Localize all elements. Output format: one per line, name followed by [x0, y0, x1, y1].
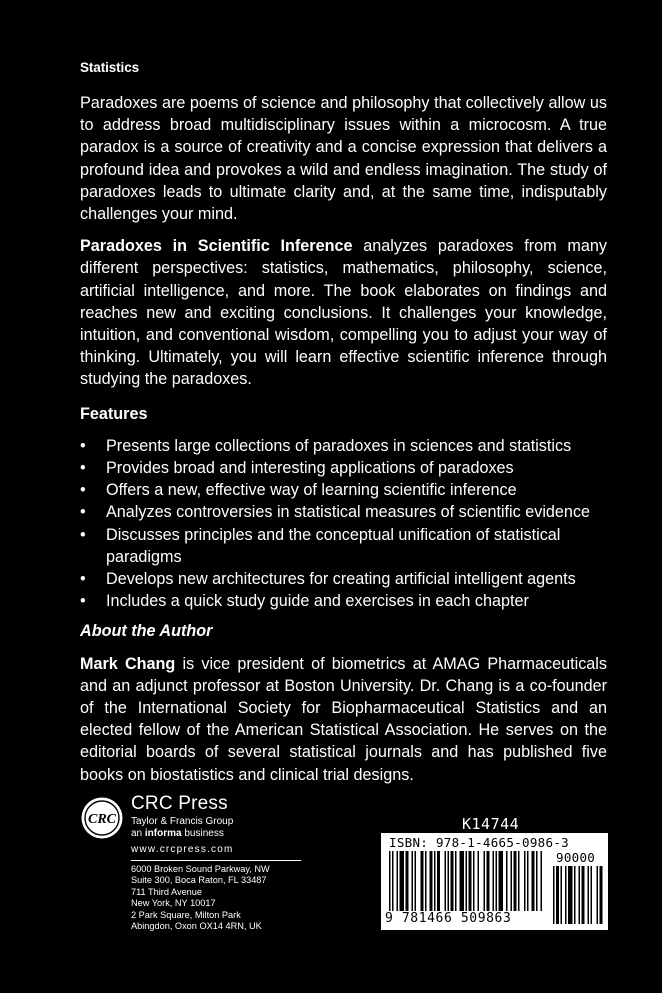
feature-item: • Analyzes controversies in statistical measures of scientific evidence: [80, 501, 607, 523]
features-list: [80, 435, 607, 613]
bullet: •: [80, 459, 86, 478]
about-text: is vice president of biometrics at AMAG Pharmaceuticals and an adjunct professor at Boston University. Dr. Chang is a co-founder of the International Society for Biopharmaceutical Statistics and an elected fellow of the American Statistical Association. He serves on the editorial boards of several statistical journals and has published five books on biostatistics and clinical trial designs.: [80, 654, 607, 784]
barcode-bar: [473, 851, 475, 911]
barcode-bar: [496, 851, 498, 911]
feature-item: • Includes a quick study guide and exercises in each chapter: [80, 590, 607, 612]
book-paragraph: [80, 235, 607, 390]
bullet: •: [80, 525, 86, 544]
author-name: Mark Chang: [80, 654, 176, 673]
barcode-bar: [421, 851, 424, 911]
isbn-barcode: [381, 833, 608, 930]
barcode-bar: [484, 851, 486, 911]
barcode-bar: [406, 851, 409, 911]
price-code: 90000: [556, 850, 596, 865]
barcode-bar: [469, 851, 472, 911]
barcode-addon-bar: [574, 866, 576, 924]
barcode-bar: [506, 851, 508, 911]
barcode-bar: [425, 851, 427, 911]
barcode-addon-bar: [591, 866, 593, 924]
isbn-text: ISBN: 978-1-4665-0986-3: [389, 835, 569, 850]
barcode-bar: [400, 851, 405, 911]
feature-item: • Provides broad and interesting applications of paradoxes: [80, 457, 607, 479]
barcode-bar: [518, 851, 520, 911]
barcode-bar: [536, 851, 538, 911]
barcode-bar: [532, 851, 535, 911]
barcode-addon-bar: [600, 866, 603, 924]
barcode-addon-bar: [553, 866, 555, 924]
barcode-bar: [434, 851, 436, 911]
about-heading: About the Author: [80, 622, 213, 641]
bullet: •: [80, 570, 86, 589]
barcode-bar: [541, 851, 543, 911]
address-new-york: 711 Third Avenue New York, NY 10017: [131, 887, 216, 908]
barcode-addon-bar: [561, 866, 563, 924]
feature-item: • Presents large collections of paradoxes in sciences and statistics: [80, 435, 607, 457]
ean-digits: 9 781466 509863: [385, 911, 512, 926]
informa-brand: informa: [144, 828, 182, 839]
bullet: •: [80, 481, 86, 500]
logo-text: CRC: [87, 812, 117, 827]
barcode-bar: [430, 851, 433, 911]
feature-item: • Offers a new, effective way of learning scientific inference: [80, 479, 607, 501]
barcode-bar: [392, 851, 394, 911]
barcode-bar: [455, 851, 457, 911]
product-code: K14744: [462, 815, 520, 833]
divider: [131, 860, 301, 861]
barcode-bar: [460, 851, 465, 911]
book-title: Paradoxes in Scientific Inference: [80, 237, 353, 256]
barcode-bar: [493, 851, 495, 911]
barcode-bar: [445, 851, 447, 911]
barcode-addon-bar: [588, 866, 590, 924]
about-paragraph: [80, 653, 607, 786]
barcode-addon-bar: [579, 866, 581, 924]
bullet: •: [80, 436, 86, 455]
crc-logo-icon: [80, 796, 124, 840]
barcode-bar: [499, 851, 504, 911]
bullet: •: [80, 592, 86, 611]
barcode-bar: [412, 851, 414, 911]
barcode-bar: [451, 851, 454, 911]
barcode-addon-bar: [556, 866, 559, 924]
address-boca-raton: 6000 Broken Sound Parkway, NW Suite 300, Boca Raton, FL 33487: [131, 864, 270, 885]
barcode-addon-bar: [568, 866, 573, 924]
barcode-bar: [511, 851, 513, 911]
barcode-bar: [478, 851, 480, 911]
barcode-bar: [527, 851, 529, 911]
publisher-name: CRC Press: [131, 793, 228, 814]
barcode-bar: [514, 851, 517, 911]
barcode-addon-bar: [582, 866, 585, 924]
barcode-bar: [389, 851, 391, 911]
blurb: [80, 92, 607, 796]
barcode-bar: [397, 851, 399, 911]
book-paragraph-text: analyzes paradoxes from many different perspectives: statistics, mathematics, philosophy, science, artificial intelligence, and more. The book elaborates on findings and reaches new and exciting conclusions. It challenges your knowledge, intuition, and conventional wisdom, compelling you to adjust your way of thinking. Ultimately, you will learn effective scientific inference through studying the paradoxes.: [80, 237, 607, 389]
barcode-addon-bar: [597, 866, 599, 924]
barcode-addon-bar: [565, 866, 567, 924]
bullet: •: [80, 503, 86, 522]
barcode-bar: [466, 851, 468, 911]
barcode-bar: [437, 851, 440, 911]
intro-paragraph: Paradoxes are poems of science and philosophy that collectively allow us to address broad multidisciplinary issues within a microcosm. A true paradox is a source of creativity and a concise expression that delivers a profound idea and provokes a wild and endless imagination. The study of paradoxes leads to ultimate clarity and, at the same time, indisputably challenges your mind.: [80, 94, 607, 224]
feature-item: • Develops new architectures for creating artificial intelligent agents: [80, 568, 607, 590]
address-abingdon: 2 Park Square, Milton Park Abingdon, Oxon OX14 4RN, UK: [131, 910, 262, 931]
barcode-bar: [448, 851, 450, 911]
feature-item: • Discusses principles and the conceptual unification of statistical paradigms: [80, 525, 561, 566]
publisher-url[interactable]: www.crcpress.com: [131, 844, 234, 855]
features-heading: Features: [80, 404, 148, 423]
category-label: Statistics: [80, 60, 140, 75]
barcode-bar: [487, 851, 490, 911]
publisher-business: an informa business: [131, 828, 224, 839]
publisher-group: Taylor & Francis Group: [131, 816, 234, 827]
barcode-bar: [524, 851, 526, 911]
barcode-bar: [415, 851, 417, 911]
